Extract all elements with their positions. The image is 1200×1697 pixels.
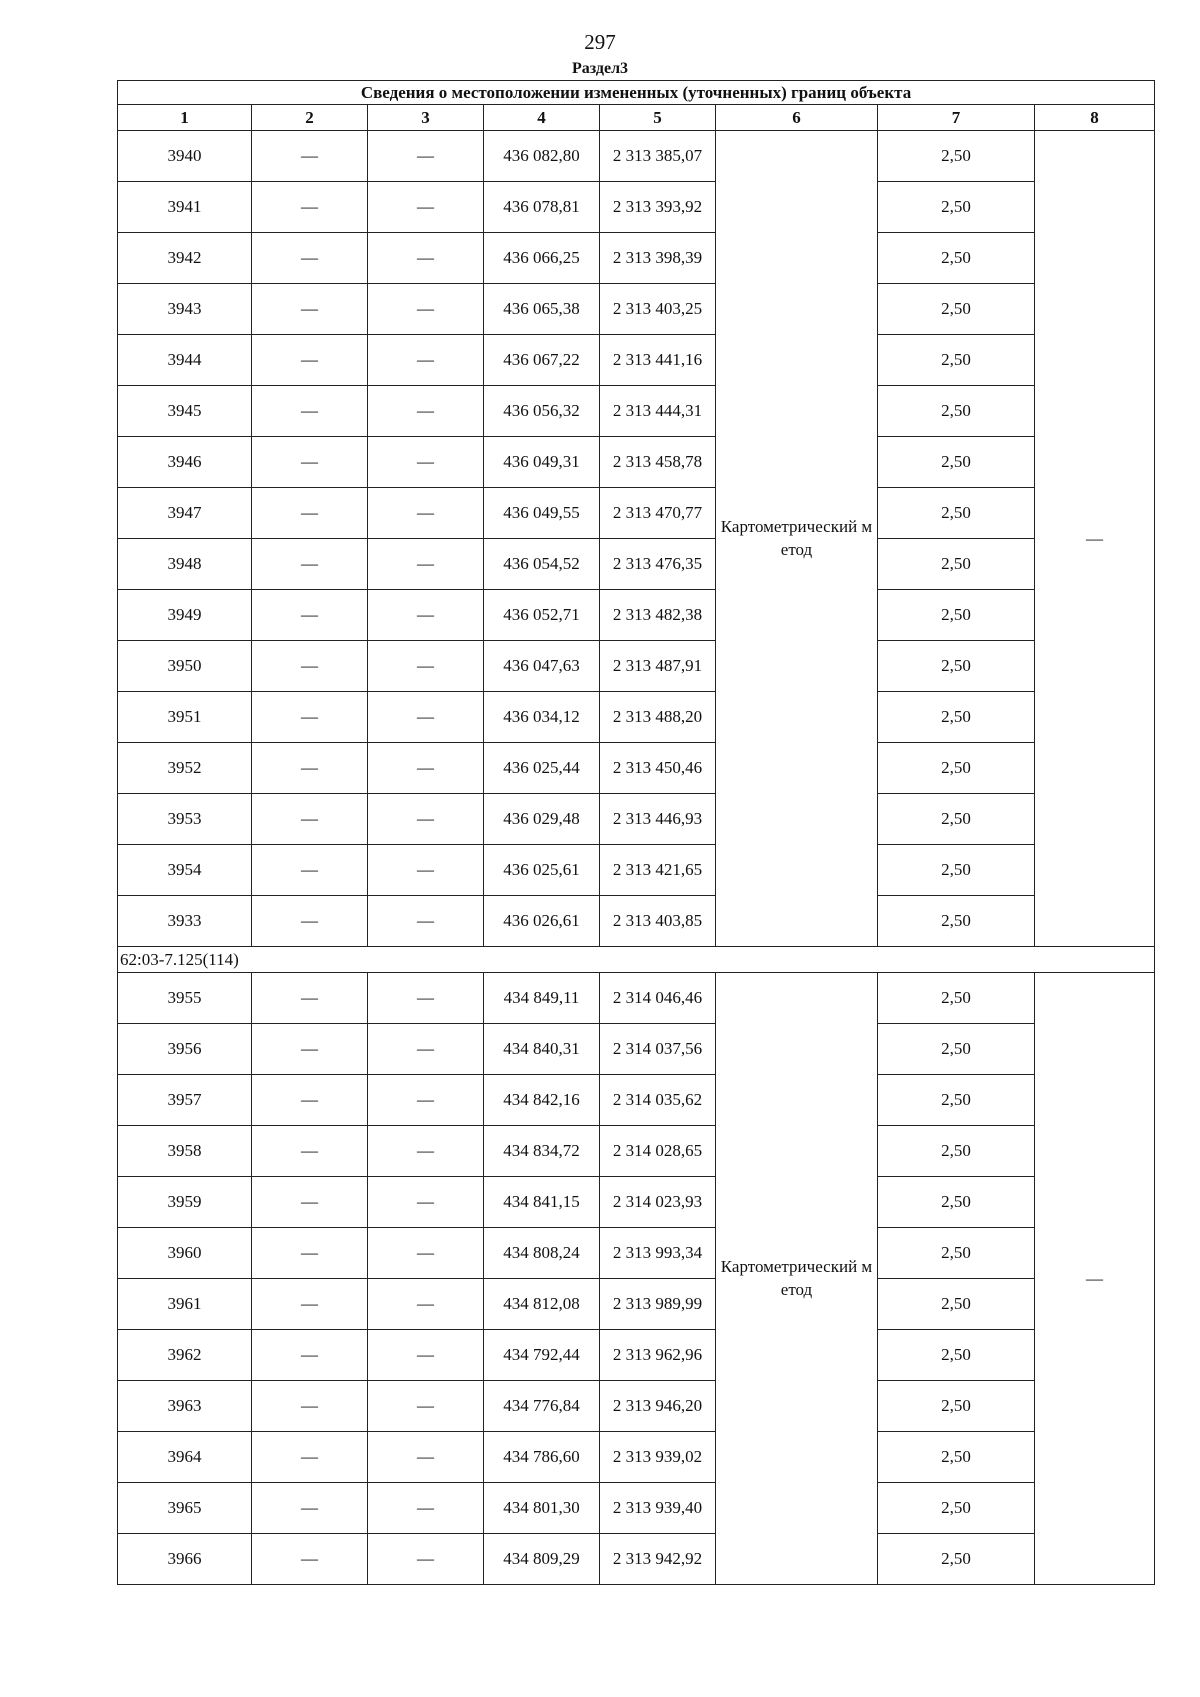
x-coordinate: 436 026,61 bbox=[484, 896, 600, 947]
table-row bbox=[118, 641, 1155, 692]
y-coordinate: 2 313 962,96 bbox=[600, 1330, 716, 1381]
accuracy-value: 2,50 bbox=[878, 233, 1035, 284]
method-cell: Картометрический метод bbox=[716, 973, 878, 1585]
col2-value: — bbox=[252, 1279, 368, 1330]
parcel-label-row bbox=[118, 947, 1155, 973]
col2-value: — bbox=[252, 1381, 368, 1432]
col2-value: — bbox=[252, 284, 368, 335]
x-coordinate: 436 049,31 bbox=[484, 437, 600, 488]
col2-value: — bbox=[252, 488, 368, 539]
col2-value: — bbox=[252, 131, 368, 182]
column-header-2: 2 bbox=[252, 105, 368, 131]
table-row bbox=[118, 488, 1155, 539]
table-row bbox=[118, 386, 1155, 437]
point-number: 3956 bbox=[118, 1024, 252, 1075]
table-row bbox=[118, 437, 1155, 488]
y-coordinate: 2 313 444,31 bbox=[600, 386, 716, 437]
x-coordinate: 436 078,81 bbox=[484, 182, 600, 233]
point-number: 3940 bbox=[118, 131, 252, 182]
x-coordinate: 436 034,12 bbox=[484, 692, 600, 743]
x-coordinate: 436 047,63 bbox=[484, 641, 600, 692]
accuracy-value: 2,50 bbox=[878, 1075, 1035, 1126]
x-coordinate: 434 792,44 bbox=[484, 1330, 600, 1381]
col2-value: — bbox=[252, 233, 368, 284]
col2-value: — bbox=[252, 1330, 368, 1381]
table-row bbox=[118, 692, 1155, 743]
col3-value: — bbox=[368, 590, 484, 641]
x-coordinate: 436 054,52 bbox=[484, 539, 600, 590]
col3-value: — bbox=[368, 1330, 484, 1381]
y-coordinate: 2 314 023,93 bbox=[600, 1177, 716, 1228]
table-row bbox=[118, 284, 1155, 335]
table-row bbox=[118, 233, 1155, 284]
col2-value: — bbox=[252, 590, 368, 641]
x-coordinate: 436 065,38 bbox=[484, 284, 600, 335]
accuracy-value: 2,50 bbox=[878, 1279, 1035, 1330]
col3-value: — bbox=[368, 845, 484, 896]
y-coordinate: 2 313 450,46 bbox=[600, 743, 716, 794]
accuracy-value: 2,50 bbox=[878, 590, 1035, 641]
col2-value: — bbox=[252, 386, 368, 437]
column-header-4: 4 bbox=[484, 105, 600, 131]
point-number: 3962 bbox=[118, 1330, 252, 1381]
table-row bbox=[118, 539, 1155, 590]
x-coordinate: 434 801,30 bbox=[484, 1483, 600, 1534]
table-caption: Сведения о местоположении измененных (уточненных) границ объекта bbox=[118, 81, 1155, 105]
accuracy-value: 2,50 bbox=[878, 335, 1035, 386]
point-number: 3951 bbox=[118, 692, 252, 743]
col3-value: — bbox=[368, 1024, 484, 1075]
col3-value: — bbox=[368, 1177, 484, 1228]
point-number: 3950 bbox=[118, 641, 252, 692]
col3-value: — bbox=[368, 539, 484, 590]
table-row bbox=[118, 845, 1155, 896]
y-coordinate: 2 313 488,20 bbox=[600, 692, 716, 743]
accuracy-value: 2,50 bbox=[878, 1534, 1035, 1585]
table-row bbox=[118, 896, 1155, 947]
col2-value: — bbox=[252, 896, 368, 947]
col3-value: — bbox=[368, 1381, 484, 1432]
point-number: 3964 bbox=[118, 1432, 252, 1483]
y-coordinate: 2 314 035,62 bbox=[600, 1075, 716, 1126]
table-row bbox=[118, 182, 1155, 233]
x-coordinate: 434 809,29 bbox=[484, 1534, 600, 1585]
x-coordinate: 436 029,48 bbox=[484, 794, 600, 845]
point-number: 3958 bbox=[118, 1126, 252, 1177]
y-coordinate: 2 314 037,56 bbox=[600, 1024, 716, 1075]
coordinates-table bbox=[117, 80, 1155, 1585]
parcel-label: 62:03-7.125(114) bbox=[118, 947, 1155, 973]
col3-value: — bbox=[368, 692, 484, 743]
column-header-1: 1 bbox=[118, 105, 252, 131]
x-coordinate: 436 052,71 bbox=[484, 590, 600, 641]
table-row bbox=[118, 1381, 1155, 1432]
col2-value: — bbox=[252, 335, 368, 386]
accuracy-value: 2,50 bbox=[878, 437, 1035, 488]
method-cell: Картометрический метод bbox=[716, 131, 878, 947]
point-number: 3941 bbox=[118, 182, 252, 233]
col3-value: — bbox=[368, 488, 484, 539]
col3-value: — bbox=[368, 896, 484, 947]
col8-value: — bbox=[1035, 131, 1155, 947]
col2-value: — bbox=[252, 1432, 368, 1483]
col3-value: — bbox=[368, 794, 484, 845]
y-coordinate: 2 313 993,34 bbox=[600, 1228, 716, 1279]
table-row bbox=[118, 335, 1155, 386]
point-number: 3966 bbox=[118, 1534, 252, 1585]
col2-value: — bbox=[252, 1483, 368, 1534]
x-coordinate: 434 842,16 bbox=[484, 1075, 600, 1126]
accuracy-value: 2,50 bbox=[878, 284, 1035, 335]
table-row bbox=[118, 1330, 1155, 1381]
point-number: 3945 bbox=[118, 386, 252, 437]
col2-value: — bbox=[252, 692, 368, 743]
y-coordinate: 2 313 393,92 bbox=[600, 182, 716, 233]
col3-value: — bbox=[368, 437, 484, 488]
col3-value: — bbox=[368, 641, 484, 692]
col3-value: — bbox=[368, 973, 484, 1024]
table-row bbox=[118, 1432, 1155, 1483]
column-header-3: 3 bbox=[368, 105, 484, 131]
point-number: 3963 bbox=[118, 1381, 252, 1432]
col3-value: — bbox=[368, 386, 484, 437]
col3-value: — bbox=[368, 233, 484, 284]
table-row bbox=[118, 1228, 1155, 1279]
x-coordinate: 434 841,15 bbox=[484, 1177, 600, 1228]
accuracy-value: 2,50 bbox=[878, 896, 1035, 947]
column-header-8: 8 bbox=[1035, 105, 1155, 131]
y-coordinate: 2 313 939,02 bbox=[600, 1432, 716, 1483]
point-number: 3955 bbox=[118, 973, 252, 1024]
point-number: 3933 bbox=[118, 896, 252, 947]
y-coordinate: 2 313 482,38 bbox=[600, 590, 716, 641]
table-row bbox=[118, 1279, 1155, 1330]
table-row bbox=[118, 743, 1155, 794]
table-row bbox=[118, 973, 1155, 1024]
x-coordinate: 434 834,72 bbox=[484, 1126, 600, 1177]
point-number: 3965 bbox=[118, 1483, 252, 1534]
x-coordinate: 436 025,61 bbox=[484, 845, 600, 896]
y-coordinate: 2 313 398,39 bbox=[600, 233, 716, 284]
col3-value: — bbox=[368, 1126, 484, 1177]
x-coordinate: 436 056,32 bbox=[484, 386, 600, 437]
x-coordinate: 434 776,84 bbox=[484, 1381, 600, 1432]
col2-value: — bbox=[252, 1534, 368, 1585]
y-coordinate: 2 313 939,40 bbox=[600, 1483, 716, 1534]
point-number: 3947 bbox=[118, 488, 252, 539]
col2-value: — bbox=[252, 743, 368, 794]
x-coordinate: 436 025,44 bbox=[484, 743, 600, 794]
col2-value: — bbox=[252, 1126, 368, 1177]
col2-value: — bbox=[252, 641, 368, 692]
y-coordinate: 2 313 946,20 bbox=[600, 1381, 716, 1432]
accuracy-value: 2,50 bbox=[878, 386, 1035, 437]
y-coordinate: 2 313 385,07 bbox=[600, 131, 716, 182]
x-coordinate: 436 082,80 bbox=[484, 131, 600, 182]
point-number: 3961 bbox=[118, 1279, 252, 1330]
point-number: 3957 bbox=[118, 1075, 252, 1126]
x-coordinate: 434 786,60 bbox=[484, 1432, 600, 1483]
col3-value: — bbox=[368, 1483, 484, 1534]
y-coordinate: 2 313 403,25 bbox=[600, 284, 716, 335]
x-coordinate: 434 849,11 bbox=[484, 973, 600, 1024]
col3-value: — bbox=[368, 743, 484, 794]
column-header-7: 7 bbox=[878, 105, 1035, 131]
y-coordinate: 2 313 942,92 bbox=[600, 1534, 716, 1585]
point-number: 3946 bbox=[118, 437, 252, 488]
col2-value: — bbox=[252, 1024, 368, 1075]
column-header-row bbox=[118, 105, 1155, 131]
table-row bbox=[118, 1534, 1155, 1585]
table-row bbox=[118, 1126, 1155, 1177]
point-number: 3952 bbox=[118, 743, 252, 794]
accuracy-value: 2,50 bbox=[878, 539, 1035, 590]
col2-value: — bbox=[252, 1177, 368, 1228]
x-coordinate: 434 812,08 bbox=[484, 1279, 600, 1330]
table-row bbox=[118, 1177, 1155, 1228]
y-coordinate: 2 313 989,99 bbox=[600, 1279, 716, 1330]
point-number: 3943 bbox=[118, 284, 252, 335]
point-number: 3960 bbox=[118, 1228, 252, 1279]
point-number: 3942 bbox=[118, 233, 252, 284]
y-coordinate: 2 313 458,78 bbox=[600, 437, 716, 488]
y-coordinate: 2 313 403,85 bbox=[600, 896, 716, 947]
col2-value: — bbox=[252, 845, 368, 896]
col2-value: — bbox=[252, 794, 368, 845]
accuracy-value: 2,50 bbox=[878, 1228, 1035, 1279]
col3-value: — bbox=[368, 1534, 484, 1585]
col2-value: — bbox=[252, 539, 368, 590]
col2-value: — bbox=[252, 182, 368, 233]
table-row bbox=[118, 1075, 1155, 1126]
y-coordinate: 2 313 476,35 bbox=[600, 539, 716, 590]
y-coordinate: 2 313 441,16 bbox=[600, 335, 716, 386]
y-coordinate: 2 313 446,93 bbox=[600, 794, 716, 845]
table-row bbox=[118, 1483, 1155, 1534]
x-coordinate: 434 840,31 bbox=[484, 1024, 600, 1075]
col3-value: — bbox=[368, 131, 484, 182]
section-title: Раздел3 bbox=[571, 60, 629, 77]
point-number: 3954 bbox=[118, 845, 252, 896]
accuracy-value: 2,50 bbox=[878, 1126, 1035, 1177]
x-coordinate: 436 066,25 bbox=[484, 233, 600, 284]
table-row bbox=[118, 1024, 1155, 1075]
col3-value: — bbox=[368, 1279, 484, 1330]
point-number: 3953 bbox=[118, 794, 252, 845]
col3-value: — bbox=[368, 1432, 484, 1483]
accuracy-value: 2,50 bbox=[878, 1483, 1035, 1534]
accuracy-value: 2,50 bbox=[878, 488, 1035, 539]
accuracy-value: 2,50 bbox=[878, 794, 1035, 845]
accuracy-value: 2,50 bbox=[878, 973, 1035, 1024]
col2-value: — bbox=[252, 973, 368, 1024]
y-coordinate: 2 314 046,46 bbox=[600, 973, 716, 1024]
x-coordinate: 436 067,22 bbox=[484, 335, 600, 386]
table-row bbox=[118, 131, 1155, 182]
accuracy-value: 2,50 bbox=[878, 1381, 1035, 1432]
accuracy-value: 2,50 bbox=[878, 1432, 1035, 1483]
accuracy-value: 2,50 bbox=[878, 845, 1035, 896]
col2-value: — bbox=[252, 437, 368, 488]
page-number: 297 bbox=[584, 30, 616, 54]
column-header-5: 5 bbox=[600, 105, 716, 131]
col3-value: — bbox=[368, 1075, 484, 1126]
point-number: 3949 bbox=[118, 590, 252, 641]
accuracy-value: 2,50 bbox=[878, 743, 1035, 794]
table-row bbox=[118, 794, 1155, 845]
col3-value: — bbox=[368, 1228, 484, 1279]
col3-value: — bbox=[368, 335, 484, 386]
y-coordinate: 2 313 470,77 bbox=[600, 488, 716, 539]
accuracy-value: 2,50 bbox=[878, 641, 1035, 692]
x-coordinate: 436 049,55 bbox=[484, 488, 600, 539]
y-coordinate: 2 313 421,65 bbox=[600, 845, 716, 896]
col2-value: — bbox=[252, 1075, 368, 1126]
col3-value: — bbox=[368, 284, 484, 335]
accuracy-value: 2,50 bbox=[878, 1177, 1035, 1228]
point-number: 3948 bbox=[118, 539, 252, 590]
point-number: 3944 bbox=[118, 335, 252, 386]
col8-value: — bbox=[1035, 973, 1155, 1585]
y-coordinate: 2 313 487,91 bbox=[600, 641, 716, 692]
col3-value: — bbox=[368, 182, 484, 233]
col2-value: — bbox=[252, 1228, 368, 1279]
point-number: 3959 bbox=[118, 1177, 252, 1228]
table-row bbox=[118, 590, 1155, 641]
accuracy-value: 2,50 bbox=[878, 1024, 1035, 1075]
accuracy-value: 2,50 bbox=[878, 182, 1035, 233]
x-coordinate: 434 808,24 bbox=[484, 1228, 600, 1279]
y-coordinate: 2 314 028,65 bbox=[600, 1126, 716, 1177]
accuracy-value: 2,50 bbox=[878, 692, 1035, 743]
accuracy-value: 2,50 bbox=[878, 131, 1035, 182]
column-header-6: 6 bbox=[716, 105, 878, 131]
accuracy-value: 2,50 bbox=[878, 1330, 1035, 1381]
